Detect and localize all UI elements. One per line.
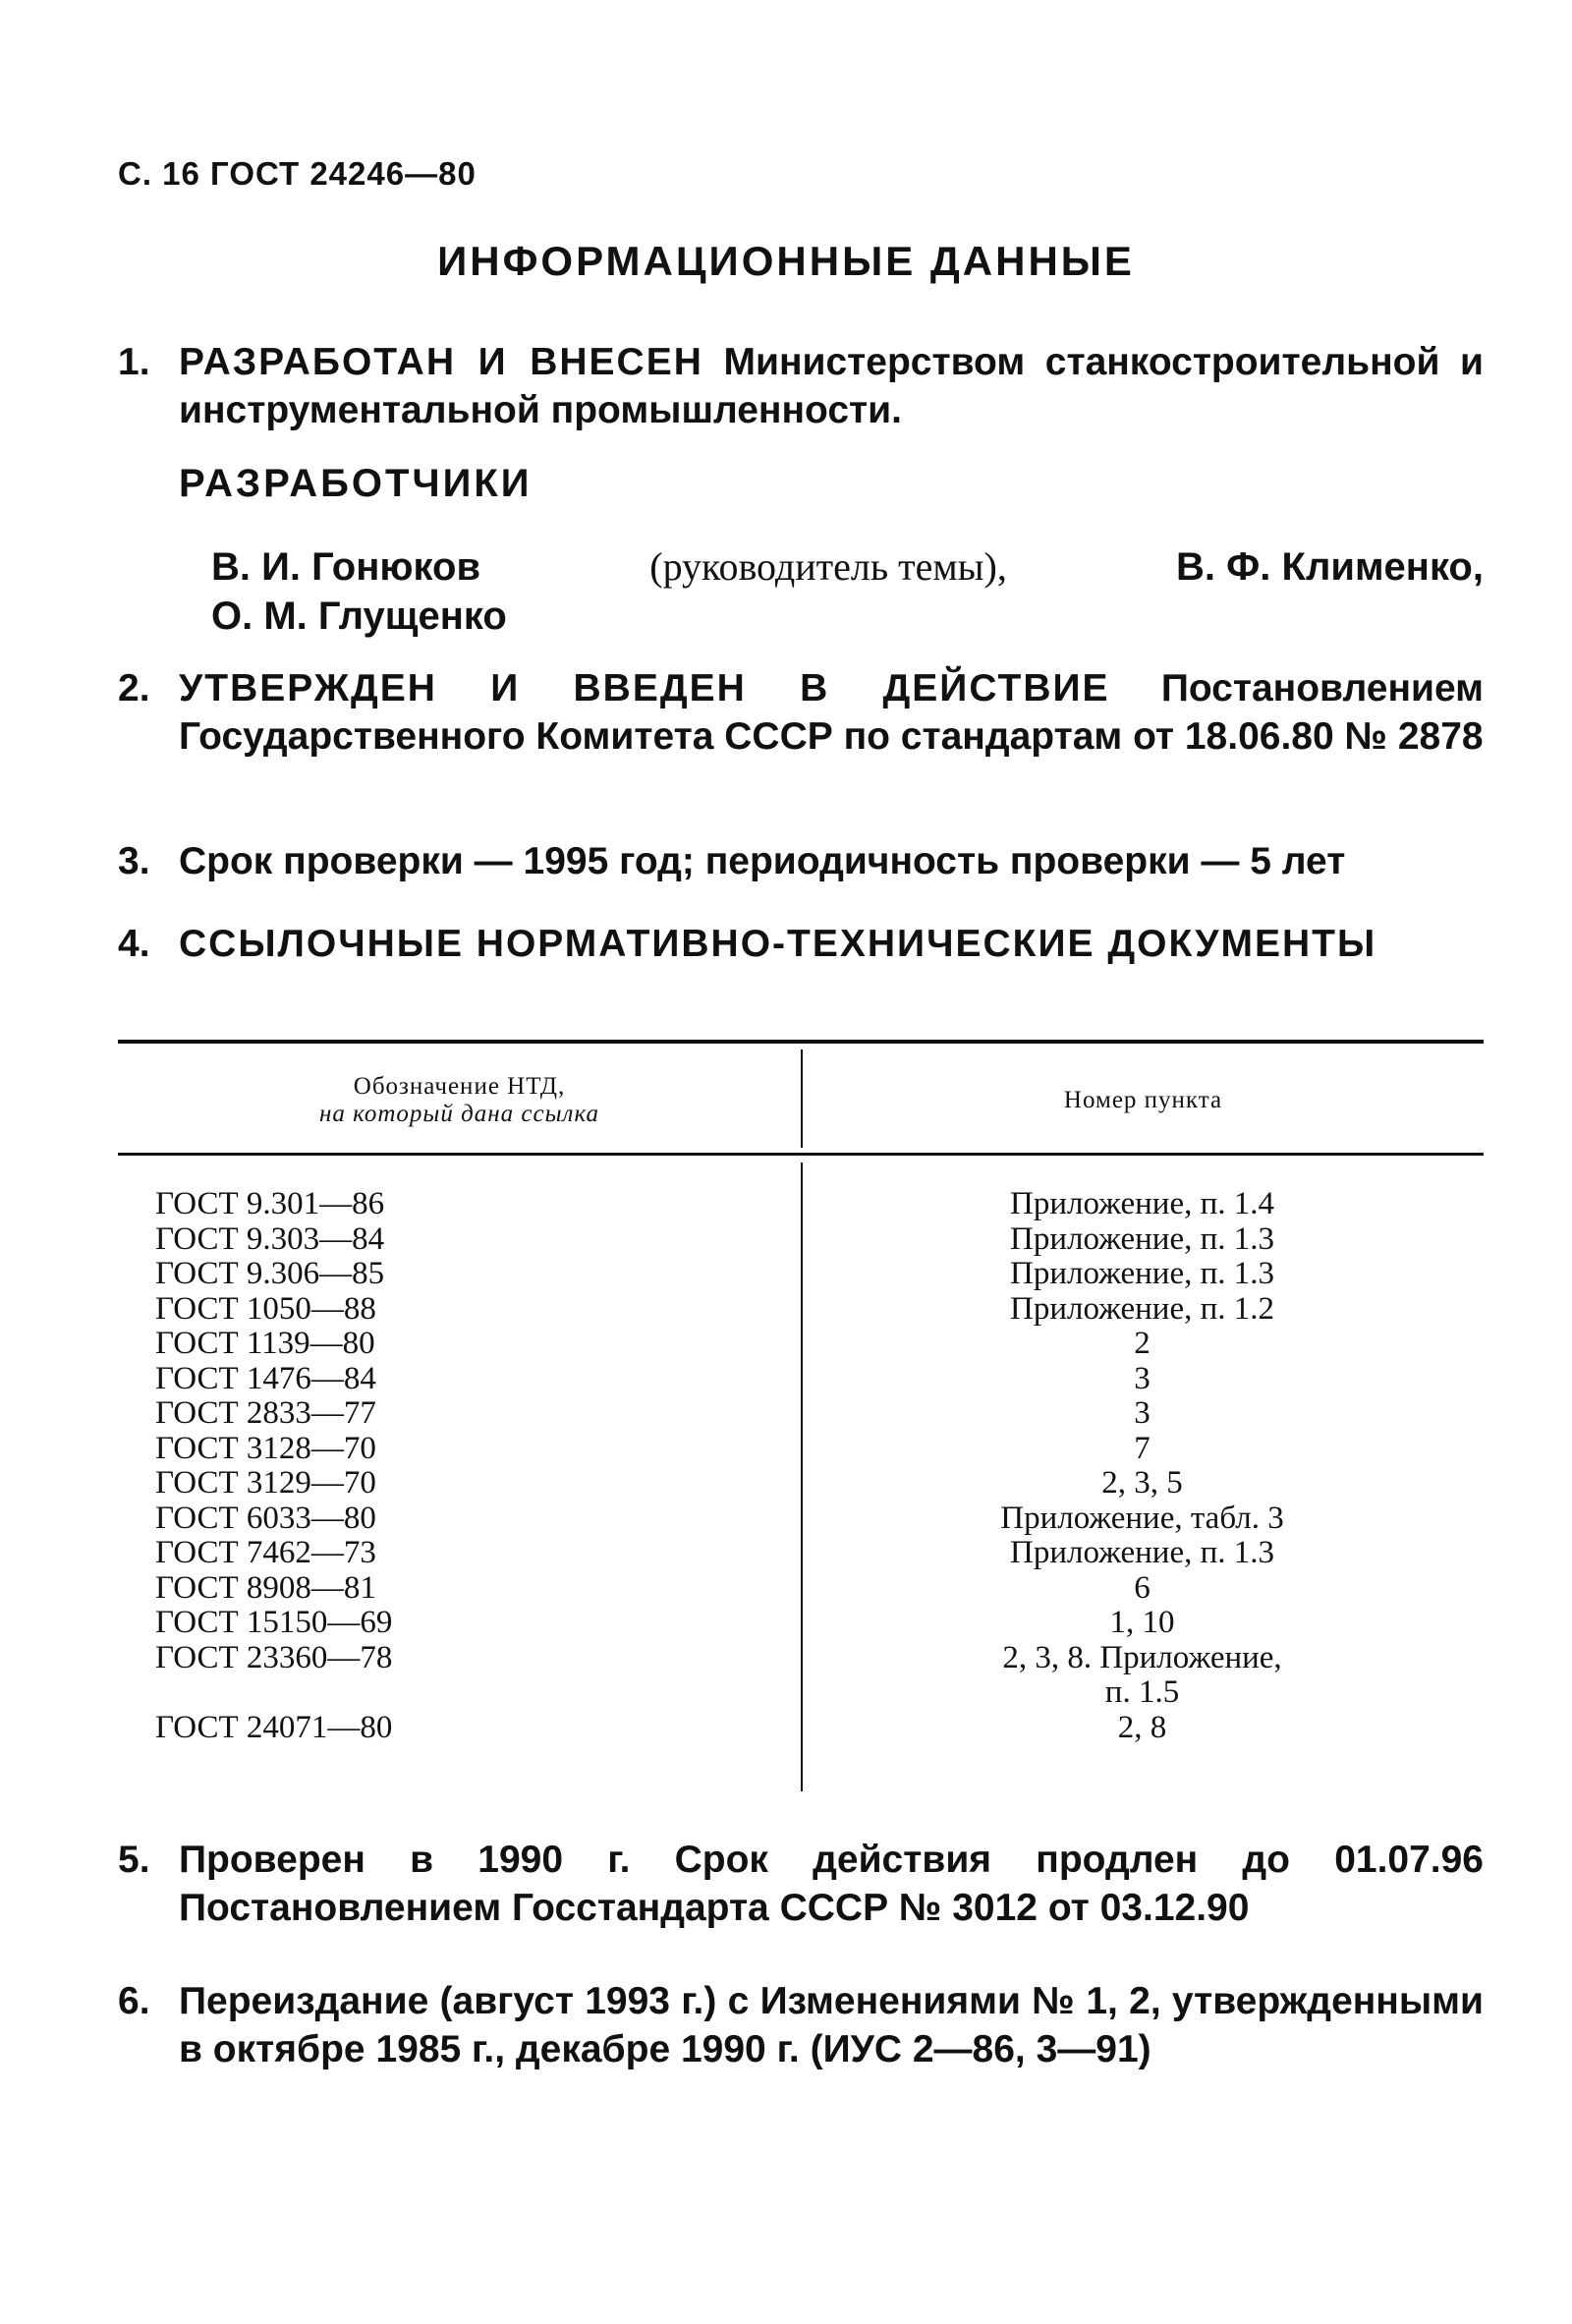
table-cell-ref: Приложение, п. 1.3 (1009, 1256, 1275, 1291)
item-3 (118, 837, 1484, 885)
table-cell-doc: ГОСТ 9.301—86 (155, 1186, 385, 1221)
table-cell-doc: ГОСТ 23360—78 (155, 1639, 393, 1675)
table-cell-doc (118, 1675, 801, 1711)
table-row (118, 1675, 1484, 1711)
table-top-rule (118, 1040, 1484, 1044)
table-header-doc-line2: на который дана ссылка (318, 1101, 600, 1127)
table-cell-doc: ГОСТ 8908—81 (155, 1569, 376, 1606)
developer-role-1: (руководитель темы), (649, 544, 1007, 589)
developer-name-1: В. И. Гонюков (211, 545, 481, 589)
table-row (118, 1187, 1484, 1222)
table-row (118, 1396, 1484, 1432)
table-header-ref: Номер пункта (1063, 1087, 1223, 1113)
table-row (118, 1432, 1484, 1467)
item-1 (118, 338, 1484, 434)
item-4 (118, 920, 1484, 968)
table-row (118, 1257, 1484, 1292)
table-cell-ref: 2, 3, 8. Приложение, (1002, 1639, 1282, 1675)
table-cell-doc: ГОСТ 7462—73 (155, 1535, 376, 1570)
item-6-number: 6. (118, 1980, 150, 2022)
table-cell-doc: ГОСТ 1476—84 (155, 1360, 376, 1396)
item-2 (118, 664, 1484, 761)
table-cell-ref: 3 (1134, 1360, 1151, 1396)
table-cell-ref: 3 (1134, 1395, 1151, 1431)
table-row (118, 1222, 1484, 1258)
table-cell-ref: 1, 10 (1109, 1605, 1175, 1640)
developer-name-2: В. Ф. Клименко, (1176, 545, 1484, 589)
table-row (118, 1606, 1484, 1641)
table-header-doc (118, 1073, 801, 1128)
table-header-doc-line1: Обозначение НТД, (353, 1073, 566, 1100)
developer-name-3: О. М. Глущенко (211, 595, 507, 638)
table-cell-doc: ГОСТ 3129—70 (155, 1465, 376, 1501)
item-3-number: 3. (118, 840, 150, 882)
table-row (118, 1362, 1484, 1397)
table-cell-ref: п. 1.5 (1104, 1674, 1180, 1710)
table-cell-doc: ГОСТ 6033—80 (155, 1500, 376, 1536)
item-1-text: Министерством станкостроительной и инструментальной промышленности. (179, 341, 1484, 431)
table-cell-ref: Приложение, п. 1.2 (1009, 1290, 1275, 1327)
item-4-number: 4. (118, 923, 150, 965)
table-cell-doc: ГОСТ 2833—77 (155, 1395, 376, 1431)
table-row (118, 1641, 1484, 1676)
page-header: С. 16 ГОСТ 24246—80 (118, 155, 477, 192)
item-2-number: 2. (118, 667, 150, 709)
table-row (118, 1292, 1484, 1328)
table-cell-ref: 2, 8 (1117, 1709, 1167, 1745)
item-4-caps: ССЫЛОЧНЫЕ НОРМАТИВНО-ТЕХНИЧЕСКИЕ ДОКУМЕНТЫ (179, 923, 1377, 965)
developers-heading: РАЗРАБОТЧИКИ (179, 462, 533, 505)
item-1-caps: РАЗРАБОТАН И ВНЕСЕН (179, 341, 703, 383)
table-cell-doc: ГОСТ 9.303—84 (155, 1220, 385, 1257)
table-cell-ref: Приложение, п. 1.4 (1009, 1186, 1275, 1221)
references-table (118, 1040, 1484, 1796)
table-cell-doc: ГОСТ 1139—80 (155, 1326, 375, 1361)
item-6 (118, 1977, 1484, 2073)
item-5-text: Проверен в 1990 г. Срок действия продлен до 01.07.96 Постановлением Госстандарта СССР № 3012 от 03.12.90 (179, 1839, 1484, 1929)
item-2-text: Постановлением Государственного Комитета СССР по стандартам от 18.06.80 № 2878 (179, 667, 1484, 758)
table-cell-ref: 2 (1134, 1326, 1151, 1361)
table-cell-doc: ГОСТ 3128—70 (155, 1430, 376, 1466)
item-6-text: Переиздание (август 1993 г.) с Изменениями № 1, 2, утвержденными в октябре 1985 г., декабре 1990 г. (ИУС 2—86, 3—91) (179, 1980, 1484, 2070)
table-cell-doc: ГОСТ 1050—88 (155, 1290, 376, 1327)
table-row (118, 1711, 1484, 1746)
table-body (118, 1187, 1484, 1745)
table-cell-ref: Приложение, п. 1.3 (1009, 1220, 1275, 1257)
table-row (118, 1466, 1484, 1502)
item-2-caps: УТВЕРЖДЕН И ВВЕДЕН В ДЕЙСТВИЕ (179, 667, 1110, 709)
table-cell-doc: ГОСТ 24071—80 (155, 1709, 393, 1745)
table-cell-doc: ГОСТ 9.306—85 (155, 1256, 385, 1291)
table-cell-ref: Приложение, табл. 3 (1000, 1500, 1284, 1536)
page-title: ИНФОРМАЦИОННЫЕ ДАННЫЕ (437, 238, 1135, 284)
table-cell-ref: Приложение, п. 1.3 (1009, 1535, 1275, 1570)
item-1-number: 1. (118, 341, 150, 383)
table-cell-ref: 2, 3, 5 (1101, 1465, 1183, 1501)
table-cell-doc: ГОСТ 15150—69 (155, 1605, 393, 1640)
table-cell-ref: 7 (1134, 1430, 1151, 1466)
table-row (118, 1571, 1484, 1607)
table-row (118, 1536, 1484, 1571)
developers-list (211, 542, 1484, 641)
item-3-text: Срок проверки — 1995 год; периодичность проверки — 5 лет (179, 840, 1346, 882)
table-header-rule (118, 1153, 1484, 1156)
table-row (118, 1502, 1484, 1537)
table-row (118, 1327, 1484, 1362)
table-cell-ref: 6 (1134, 1569, 1151, 1606)
item-5 (118, 1836, 1484, 1932)
item-5-number: 5. (118, 1839, 150, 1881)
